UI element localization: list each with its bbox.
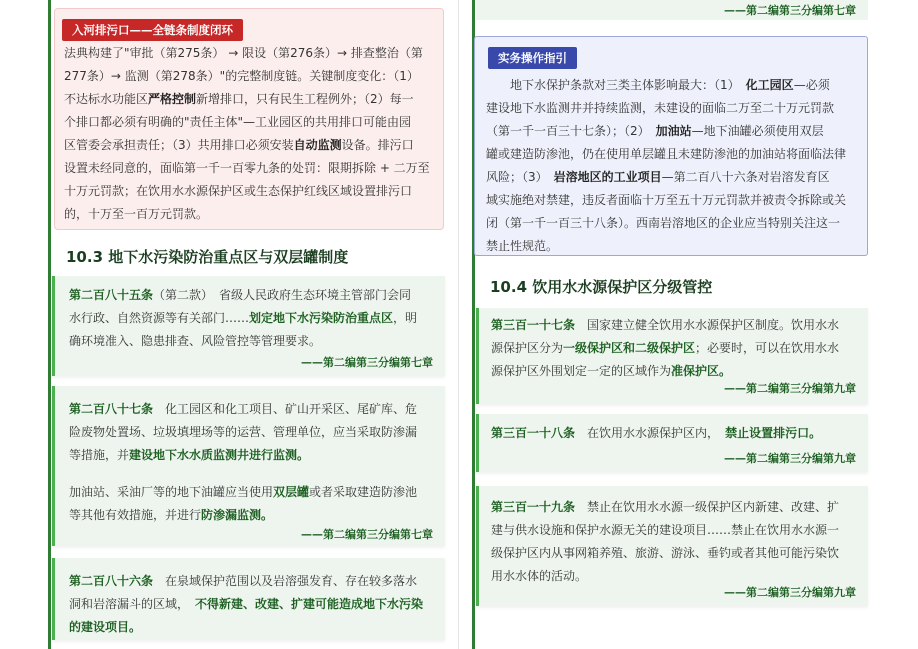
callout-line: 277条）→ 监测（第278条）"的完整制度链。关键制度变化：（1） [64,69,419,83]
article-card-286 [52,558,445,640]
callout-line: 不达标水功能区严格控制新增排口，只有民生工程例外；（2）每一 [64,92,414,106]
article-source: ——第二编第三分编第九章 [724,586,856,599]
practice-guide-tag: 实务操作指引 [488,47,577,69]
callout-line: 个排口都必须有明确的"责任主体"—工业园区的共用排口可能由园 [64,115,412,129]
callout-line: 法典构建了"审批（第275条） → 限设（第276条）→ 排查整治（第 [64,46,423,60]
article-source: ——第二编第三分编第九章 [724,452,856,465]
callout-line: 区管委会承担责任；（3）共用排口必须安装自动监测设备。排污口 [64,138,414,152]
article-287-text: 第二百八十七条 化工园区和化工项目、矿山开采区、尾矿库、危 险废物处置场、垃圾填埋场等的运营、管理单位，应当采取防渗漏 等措施，并建设地下水水质监测井进行监测。 加油站、采油厂等的地下油罐应当使用双层罐或者采取建造防渗池 等其他有效措施，并进行防渗漏监测。 [69,402,418,522]
column-divider [458,0,459,649]
article-number: 第三百一十八条 [491,426,576,440]
left-accent-line [48,0,51,649]
outfall-callout-body [64,42,442,226]
article-card-285 [52,276,445,376]
callout-line: 设置未经同意的，面临第一千一百零九条的处罚：限期拆除 + 二万至 [64,161,430,175]
article-318-text: 第三百一十八条 在饮用水水源保护区内， 禁止设置排污口。 [491,426,822,440]
article-number: 第二百八十五条 [69,288,154,302]
article-286-text: 第二百八十六条 在泉域保护范围以及岩溶强发育、存在较多落水 洞和岩溶漏斗的区域， 不得新建、改建、扩建可能造成地下水污染 的建设项目。 [69,574,424,634]
outfall-callout-tag: 入河排污口——全链条制度闭环 [62,19,243,41]
article-card-317 [476,308,868,404]
article-number: 第三百一十七条 [491,318,576,332]
callout-line: 的，十万至一百万元罚款。 [64,207,209,221]
article-source: ——第二编第三分编第七章 [301,528,433,541]
callout-line: 十万元罚款；在饮用水水源保护区或生态保护红线区域设置排污口 [64,184,413,198]
article-card-continued [476,0,868,20]
practice-guide-body: 地下水保护条款对三类主体影响最大：（1） 化工园区—必须 建设地下水监测井并持续监测，未建设的面临二万至二十万元罚款 （第一千一百三十七条）；（2） 加油站—地下油罐必须使用双层 罐或建造防渗池，仍在使用单层罐且未建防渗池的加油站将面临法律 风险；（3） 岩溶地区的工业项目—第二百八十六条对岩溶发育区 域实施绝对禁建，违反者面临十万至五十万元罚款并被责令拆除或关 闭（第一千一百三十八条）。西南岩溶地区的企业应当特别关注这一 禁止性规范。 [486,78,847,253]
article-285-text: 第二百八十五条（第二款） 省级人民政府生态环境主管部门会同 水行政、自然资源等有关部门……划定地下水污染防治重点区，明 确环境准入、隐患排查、风险管控等管理要求。 [69,288,418,348]
article-card-287 [52,386,445,546]
article-source: ——第二编第三分编第九章 [724,382,856,395]
section-title-10-4: 10.4 饮用水水源保护区分级管控 [490,278,713,296]
article-319-text: 第三百一十九条 禁止在饮用水水源一级保护区内新建、改建、扩 建与供水设施和保护水源无关的建设项目……禁止在饮用水水源一 级保护区内从事网箱养殖、旅游、游泳、垂钓或者其他可能污染饮 用水水体的活动。 [491,500,840,583]
article-number: 第二百八十六条 [69,574,154,588]
article-card-318 [476,414,868,472]
article-source: ——第二编第三分编第七章 [301,356,433,369]
article-number: 第二百八十七条 [69,402,154,416]
article-card-319 [476,486,868,606]
article-number: 第三百一十九条 [491,500,576,514]
article-source: ——第二编第三分编第七章 [724,4,856,17]
article-317-text: 第三百一十七条 国家建立健全饮用水水源保护区制度。饮用水水 源保护区分为一级保护区和二级保护区；必要时，可以在饮用水水 源保护区外围划定一定的区域作为准保护区。 [491,318,840,378]
section-title-10-3: 10.3 地下水污染防治重点区与双层罐制度 [66,248,349,266]
